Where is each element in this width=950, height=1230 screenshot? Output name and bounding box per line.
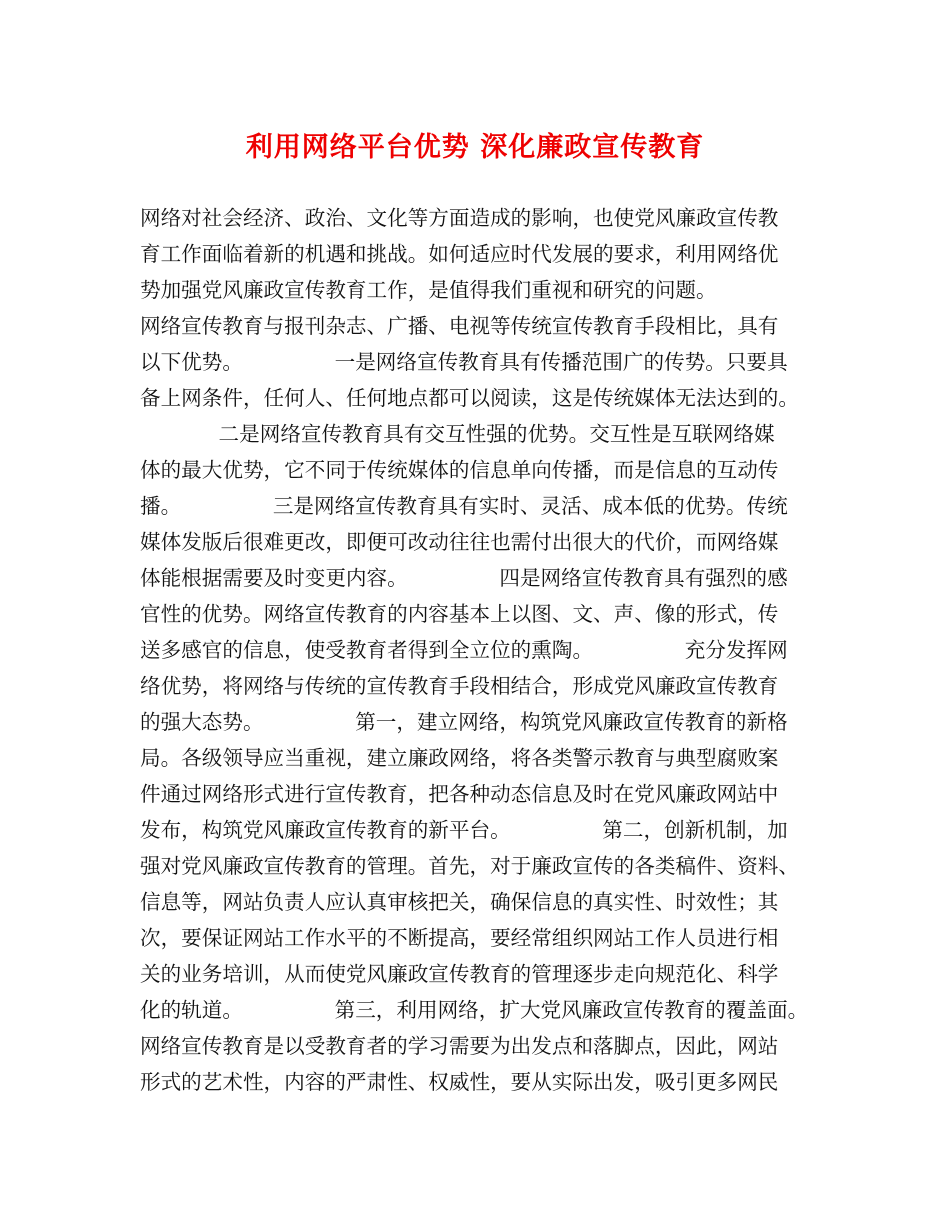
- body-line: 件通过网络形式进行宣传教育，把各种动态信息及时在党风廉政网站中: [140, 782, 779, 806]
- body-line: 的强大态势。 第一，建立网络，构筑党风廉政宣传教育的新格: [140, 710, 788, 734]
- body-line: 次，要保证网站工作水平的不断提高，要经常组织网站工作人员进行相: [140, 926, 779, 950]
- body-line: 信息等，网站负责人应认真审核把关，确保信息的真实性、时效性；其: [140, 890, 779, 914]
- body-line: 播。 三是网络宣传教育具有实时、灵活、成本低的优势。传统: [140, 494, 788, 518]
- body-line: 关的业务培训，从而使党风廉政宣传教育的管理逐步走向规范化、科学: [140, 962, 779, 986]
- body-line: 局。各级领导应当重视，建立廉政网络，将各类警示教育与典型腐败案: [140, 746, 779, 770]
- body-line: 络优势，将网络与传统的宣传教育手段相结合，形成党风廉政宣传教育: [140, 674, 779, 698]
- body-line: 体的最大优势，它不同于传统媒体的信息单向传播，而是信息的互动传: [140, 458, 779, 482]
- body-line: 官性的优势。网络宣传教育的内容基本上以图、文、声、像的形式，传: [140, 602, 779, 626]
- body-line: 发布，构筑党风廉政宣传教育的新平台。 第二，创新机制，加: [140, 818, 788, 842]
- body-line: 送多感官的信息，使受教育者得到全立位的熏陶。 充分发挥网: [140, 638, 788, 662]
- body-line: 二是网络宣传教育具有交互性强的优势。交互性是互联网络媒: [140, 422, 775, 446]
- document-body: [140, 200, 830, 1100]
- body-line: 媒体发版后很难更改，即便可改动往往也需付出很大的代价，而网络媒: [140, 530, 779, 554]
- document-title: 利用网络平台优势 深化廉政宣传教育: [245, 132, 705, 163]
- body-line: 网络宣传教育是以受教育者的学习需要为出发点和落脚点，因此，网站: [140, 1034, 779, 1058]
- body-line: 育工作面临着新的机遇和挑战。如何适应时代发展的要求，利用网络优: [140, 242, 779, 266]
- body-line: 备上网条件，任何人、任何地点都可以阅读，这是传统媒体无法达到的。: [140, 386, 799, 410]
- body-line: 以下优势。 一是网络宣传教育具有传播范围广的传势。只要具: [140, 350, 788, 374]
- body-line: 体能根据需要及时变更内容。 四是网络宣传教育具有强烈的感: [140, 566, 788, 590]
- body-line: 形式的艺术性，内容的严肃性、权威性，要从实际出发，吸引更多网民: [140, 1070, 779, 1094]
- body-line: 化的轨道。 第三，利用网络，扩大党风廉政宣传教育的覆盖面。: [140, 998, 809, 1022]
- body-line: 势加强党风廉政宣传教育工作，是值得我们重视和研究的问题。: [140, 278, 717, 302]
- body-line: 网络对社会经济、政治、文化等方面造成的影响，也使党风廉政宣传教: [140, 206, 779, 230]
- body-line: 网络宣传教育与报刊杂志、广播、电视等传统宣传教育手段相比，具有: [140, 314, 779, 338]
- body-line: 强对党风廉政宣传教育的管理。首先，对于廉政宣传的各类稿件、资料、: [140, 854, 799, 878]
